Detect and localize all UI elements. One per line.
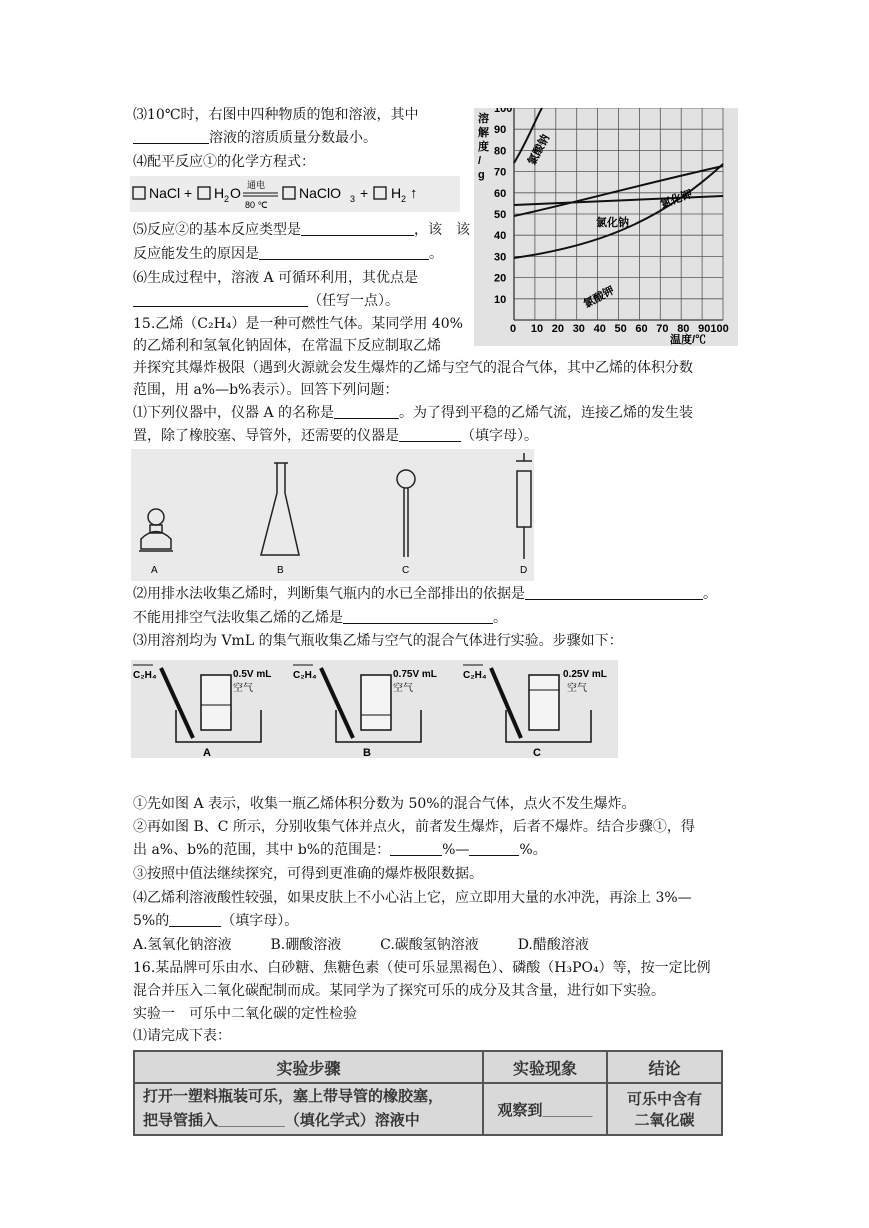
y-tick-label: 20 bbox=[494, 272, 507, 285]
svg-text:80 ℃: 80 ℃ bbox=[245, 200, 268, 210]
option-a[interactable]: A.氢氧化钠溶液 bbox=[133, 937, 232, 953]
q15-1-line1: ⑴下列仪器中，仪器 A 的名称是 。为了得到平稳的乙烯气流，连接乙烯的发生装 bbox=[133, 405, 694, 421]
gas-setup-figure bbox=[131, 660, 618, 758]
setup-c bbox=[463, 665, 607, 758]
label-b: B bbox=[277, 565, 284, 576]
y-tick-label: 30 bbox=[494, 251, 507, 264]
svg-text:0.5V mL: 0.5V mL bbox=[233, 669, 272, 680]
svg-text:2: 2 bbox=[401, 194, 407, 204]
svg-text:↑: ↑ bbox=[410, 185, 418, 202]
label-c: C bbox=[402, 565, 410, 576]
x-axis-label: 温度/℃ bbox=[670, 334, 707, 346]
q15-line3: 并探究其爆炸极限（遇到火源就会发生爆炸的乙烯与空气的混合气体，其中乙烯的体积分数 bbox=[133, 360, 693, 376]
svg-text:C₂H₄: C₂H₄ bbox=[463, 670, 487, 681]
setup-a bbox=[133, 665, 271, 758]
q6-line2: （任写一点）。 bbox=[133, 291, 399, 311]
x-tick-label: 10 bbox=[530, 323, 544, 335]
apparatus-b bbox=[261, 463, 299, 555]
x-tick-label: 90100 bbox=[698, 323, 729, 335]
x-tick-label: 80 bbox=[677, 323, 690, 335]
svg-text:3: 3 bbox=[350, 194, 356, 204]
svg-text:空气: 空气 bbox=[567, 683, 587, 694]
q15-line4: 范围，用 a%—b%表示）。回答下列问题： bbox=[133, 382, 399, 398]
x-tick-label: 30 bbox=[572, 323, 585, 335]
apparatus-d bbox=[516, 453, 532, 559]
table-instruction: ⑴请完成下表： bbox=[133, 1028, 231, 1044]
svg-text:H: H bbox=[391, 185, 402, 201]
svg-text:O: O bbox=[230, 185, 241, 201]
y-axis-label: 度 bbox=[478, 141, 489, 153]
answer-blank[interactable] bbox=[334, 404, 399, 419]
q16-line1: 16.某品牌可乐由水、白砂糖、焦糖色素（使可乐显黑褐色）、磷酸（H₃PO₄）等，按一定比例 bbox=[133, 960, 711, 976]
cell-phenomenon[interactable]: 观察到______ bbox=[483, 1083, 607, 1135]
q15-2-line1: ⑵用排水法收集乙烯时，判断集气瓶内的水已全部排出的依据是 。 bbox=[133, 586, 717, 602]
x-tick-label: 50 bbox=[614, 323, 627, 335]
answer-blank[interactable] bbox=[301, 221, 414, 236]
svg-text:2: 2 bbox=[224, 194, 230, 204]
svg-text:C: C bbox=[533, 747, 541, 758]
svg-text:0.75V mL: 0.75V mL bbox=[393, 669, 437, 680]
q4-line: ⑷配平反应①的化学方程式： bbox=[133, 154, 315, 170]
option-c[interactable]: C.碳酸氢钠溶液 bbox=[380, 937, 479, 953]
setup-b bbox=[293, 665, 437, 758]
experiment-table bbox=[133, 1050, 723, 1136]
label-kcl: 氯化钾 bbox=[658, 188, 695, 211]
step-3: ③按照中值法继续探究，可得到更准确的爆炸极限数据。 bbox=[133, 866, 483, 882]
answer-blank[interactable] bbox=[259, 245, 429, 260]
y-tick-label: 60 bbox=[494, 187, 507, 200]
header-conclusion: 结论 bbox=[607, 1051, 722, 1083]
q15-4-line2: 5%的 （填字母）。 bbox=[133, 913, 299, 929]
solubility-graph bbox=[474, 108, 738, 346]
svg-text:0.25V mL: 0.25V mL bbox=[563, 669, 607, 680]
y-tick-label: 80 bbox=[494, 145, 507, 158]
q16-line2: 混合并压入二氧化碳配制而成。某同学为了探究可乐的成分及其含量，进行如下实验。 bbox=[133, 983, 665, 999]
y-axis-label: / bbox=[478, 155, 482, 167]
svg-text:B: B bbox=[363, 747, 371, 758]
header-phenomenon: 实验现象 bbox=[483, 1051, 607, 1083]
y-tick-label: 100 bbox=[494, 108, 513, 115]
answer-blank[interactable] bbox=[525, 585, 703, 600]
answer-blank[interactable] bbox=[133, 292, 308, 307]
q15-line1: 15.乙烯（C₂H₄）是一种可燃性气体。某同学用 40% bbox=[133, 316, 463, 332]
experiment-1-title: 实验一 可乐中二氧化碳的定性检验 bbox=[133, 1006, 357, 1022]
answer-blank[interactable] bbox=[169, 912, 221, 927]
cell-step: 打开一塑料瓶装可乐，塞上带导管的橡胶塞， 把导管插入________（填化学式）溶液中 bbox=[134, 1083, 483, 1135]
q5-line1: ⑸反应②的基本反应类型是 ，该 该 bbox=[133, 222, 470, 238]
q15-line2: 的乙烯利和氢氧化钠固体，在常温下反应制取乙烯 bbox=[133, 338, 441, 354]
y-axis-label: 溶 bbox=[478, 113, 489, 125]
svg-text:H: H bbox=[214, 185, 225, 201]
svg-text:C₂H₄: C₂H₄ bbox=[133, 670, 157, 681]
y-axis-label: 解 bbox=[478, 127, 489, 139]
x-tick-label: 0 bbox=[510, 323, 517, 335]
apparatus-a bbox=[139, 509, 173, 551]
x-tick-label: 70 bbox=[656, 323, 669, 335]
answer-blank[interactable] bbox=[469, 841, 519, 856]
y-axis-label: g bbox=[478, 169, 485, 181]
step-1: ①先如图 A 表示，收集一瓶乙烯体积分数为 50%的混合气体，点火不发生爆炸。 bbox=[133, 796, 636, 812]
step-2-line2: 出 a%、b%的范围，其中 b%的范围是： %— %。 bbox=[133, 842, 547, 858]
q6-line1: ⑹生成过程中，溶液 A 可循环利用，其优点是 bbox=[133, 270, 419, 286]
option-d[interactable]: D.醋酸溶液 bbox=[517, 937, 589, 953]
svg-text:空气: 空气 bbox=[233, 683, 253, 694]
q5-line2: 反应能发生的原因是 。 bbox=[133, 246, 443, 262]
label-nacl: 氯化钠 bbox=[596, 217, 629, 229]
answer-blank[interactable] bbox=[343, 609, 493, 624]
y-tick-label: 70 bbox=[494, 166, 507, 179]
label-d: D bbox=[520, 565, 528, 576]
q15-2-line2: 不能用排空气法收集乙烯的乙烯是 。 bbox=[133, 610, 507, 626]
apparatus-c bbox=[397, 470, 415, 557]
svg-text:空气: 空气 bbox=[393, 683, 413, 694]
step-2-line1: ②再如图 B、C 所示，分别收集气体并点火，前者发生爆炸，后者不爆炸。结合步骤①，得 bbox=[133, 819, 695, 835]
svg-text:C₂H₄: C₂H₄ bbox=[293, 670, 317, 681]
label-naclo3: 氯酸钠 bbox=[526, 132, 553, 168]
options-row bbox=[133, 935, 589, 955]
svg-text:通电: 通电 bbox=[247, 180, 266, 190]
apparatus-figure bbox=[131, 449, 534, 581]
y-tick-label: 10 bbox=[494, 293, 507, 306]
y-tick-label: 40 bbox=[494, 230, 507, 243]
q15-4-line1: ⑷乙烯利溶液酸性较强，如果皮肤上不小心沾上它，应立即用大量的水冲洗，再涂上 3%— bbox=[133, 890, 692, 906]
svg-text:NaCl +: NaCl + bbox=[149, 185, 193, 201]
x-tick-label: 60 bbox=[635, 323, 648, 335]
q3-line2: 溶液的溶质质量分数最小。 bbox=[133, 128, 377, 148]
q15-3-line: ⑶用溶剂均为 VmL 的集气瓶收集乙烯与空气的混合气体进行实验。步骤如下： bbox=[133, 633, 623, 649]
answer-blank[interactable] bbox=[133, 129, 209, 144]
answer-blank[interactable] bbox=[390, 841, 442, 856]
equation bbox=[130, 176, 460, 212]
x-tick-label: 40 bbox=[593, 323, 606, 335]
svg-text:NaClO: NaClO bbox=[299, 185, 342, 201]
q15-1-line2: 置，除了橡胶塞、导管外，还需要的仪器是 （填字母）。 bbox=[133, 428, 538, 444]
option-b[interactable]: B.硼酸溶液 bbox=[270, 937, 342, 953]
q3-line1: ⑶10℃时，右图中四种物质的饱和溶液，其中 bbox=[133, 107, 419, 123]
answer-blank[interactable] bbox=[399, 427, 461, 442]
svg-text:A: A bbox=[203, 747, 211, 758]
cell-conclusion: 可乐中含有 二氧化碳 bbox=[607, 1083, 722, 1135]
y-tick-label: 50 bbox=[494, 209, 507, 221]
x-tick-label: 20 bbox=[551, 323, 565, 335]
label-a: A bbox=[151, 565, 158, 576]
label-kclo3: 氯酸钾 bbox=[581, 284, 617, 311]
header-step: 实验步骤 bbox=[134, 1051, 483, 1083]
svg-text:+: + bbox=[360, 185, 369, 201]
y-tick-label: 90 bbox=[494, 124, 507, 137]
